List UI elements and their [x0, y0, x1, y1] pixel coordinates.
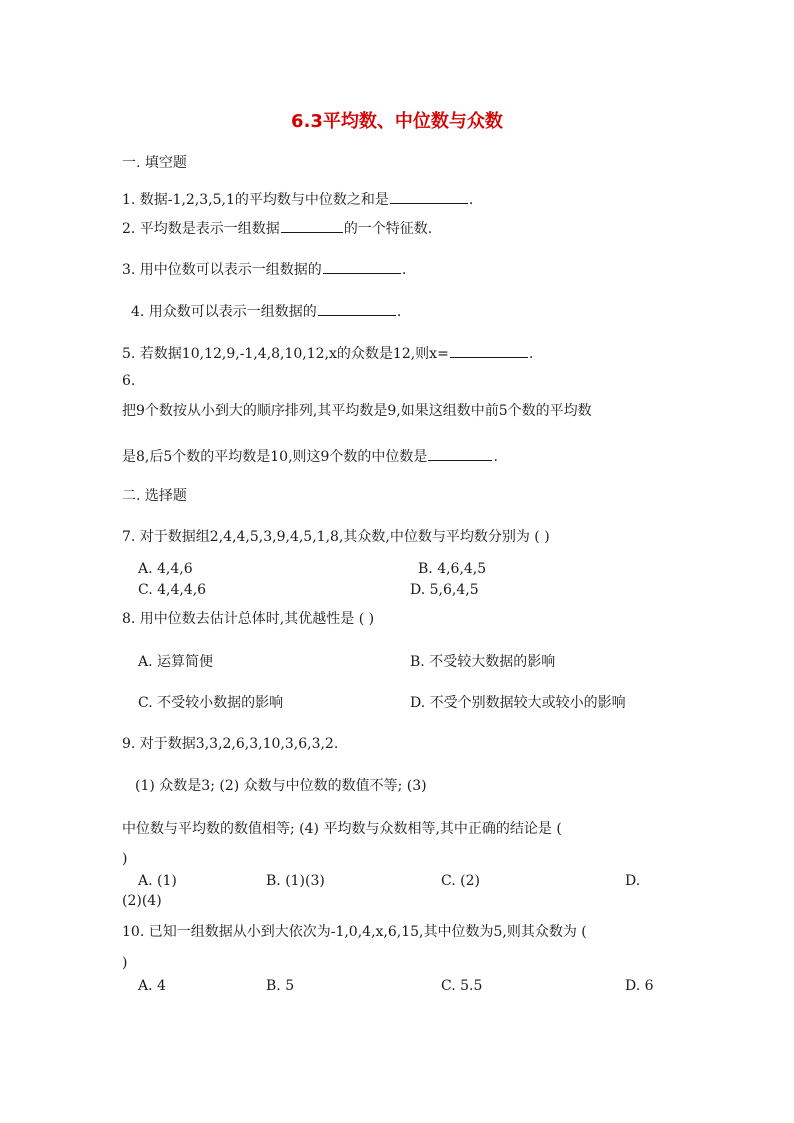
- question-9-paren-close: ): [122, 851, 128, 867]
- question-4: [131, 301, 401, 319]
- question-4-text: 4. 用众数可以表示一组数据的: [131, 304, 317, 320]
- question-7-option-a[interactable]: A. 4,4,6: [138, 561, 193, 577]
- question-3: [122, 259, 406, 277]
- question-9-option-d[interactable]: D.: [625, 873, 641, 889]
- question-8-option-b[interactable]: B. 不受较大数据的影响: [410, 654, 556, 670]
- question-9-option-d-continued: (2)(4): [122, 893, 162, 909]
- question-5-text: 5. 若数据10,12,9,-1,4,8,10,12,x的众数是12,则x=: [122, 346, 449, 362]
- question-7-option-c[interactable]: C. 4,4,4,6: [138, 582, 207, 598]
- question-10-option-d[interactable]: D. 6: [625, 978, 654, 994]
- question-3-text: 3. 用中位数可以表示一组数据的: [122, 262, 322, 278]
- question-7-option-d[interactable]: D. 5,6,4,5: [410, 582, 479, 598]
- question-7: 7. 对于数据组2,4,4,5,3,9,4,5,1,8,其众数,中位数与平均数分别为 ( ): [122, 529, 550, 545]
- question-10-option-c[interactable]: C. 5.5: [441, 978, 483, 994]
- question-6-line-2-text: 是8,后5个数的平均数是10,则这9个数的中位数是: [122, 449, 428, 465]
- question-9-option-c[interactable]: C. (2): [441, 873, 480, 889]
- question-5: [122, 343, 533, 361]
- question-8-option-d[interactable]: D. 不受个别数据较大或较小的影响: [410, 695, 626, 711]
- question-1-text: 1. 数据-1,2,3,5,1的平均数与中位数之和是: [122, 192, 389, 208]
- section-choice-heading: 二. 选择题: [122, 488, 187, 504]
- question-9-statements-line-2: 中位数与平均数的数值相等; (4) 平均数与众数相等,其中正确的结论是 (: [122, 821, 562, 837]
- question-9: 9. 对于数据3,3,2,6,3,10,3,6,3,2.: [122, 736, 339, 752]
- question-2-pre: 2. 平均数是表示一组数据: [122, 221, 280, 237]
- answer-blank: [450, 343, 528, 358]
- question-9-option-b[interactable]: B. (1)(3): [266, 873, 325, 889]
- question-10-option-a[interactable]: A. 4: [138, 978, 166, 994]
- question-6-line-1: 把9个数按从小到大的顺序排列,其平均数是9,如果这组数中前5个数的平均数: [122, 403, 592, 419]
- question-1: [122, 189, 473, 207]
- question-3-end: .: [401, 262, 407, 278]
- section-fill-heading: 一. 填空题: [122, 155, 187, 171]
- question-4-end: .: [396, 304, 402, 320]
- question-8: 8. 用中位数去估计总体时,其优越性是 ( ): [122, 611, 375, 627]
- question-6-number: 6.: [122, 373, 136, 389]
- question-6-end: .: [493, 449, 498, 465]
- answer-blank: [323, 259, 401, 274]
- question-6-line-2: [122, 446, 498, 464]
- answer-blank: [428, 446, 492, 461]
- question-2: [122, 218, 432, 236]
- answer-blank: [318, 301, 396, 316]
- question-1-end: .: [468, 192, 474, 208]
- answer-blank: [281, 218, 343, 233]
- question-8-option-c[interactable]: C. 不受较小数据的影响: [138, 695, 284, 711]
- page-title: 6.3平均数、中位数与众数: [291, 111, 503, 132]
- question-7-option-b[interactable]: B. 4,6,4,5: [418, 561, 487, 577]
- question-10-paren-close: ): [122, 955, 128, 971]
- question-10-option-b[interactable]: B. 5: [266, 978, 295, 994]
- question-2-post: 的一个特征数.: [343, 221, 433, 237]
- answer-blank: [390, 189, 468, 204]
- question-9-statements-line-1: (1) 众数是3; (2) 众数与中位数的数值不等; (3): [135, 778, 427, 794]
- question-5-end: .: [528, 346, 534, 362]
- question-10: 10. 已知一组数据从小到大依次为-1,0,4,x,6,15,其中位数为5,则其众数为 (: [122, 924, 587, 940]
- question-8-option-a[interactable]: A. 运算简便: [138, 654, 214, 670]
- question-9-option-a[interactable]: A. (1): [138, 873, 177, 889]
